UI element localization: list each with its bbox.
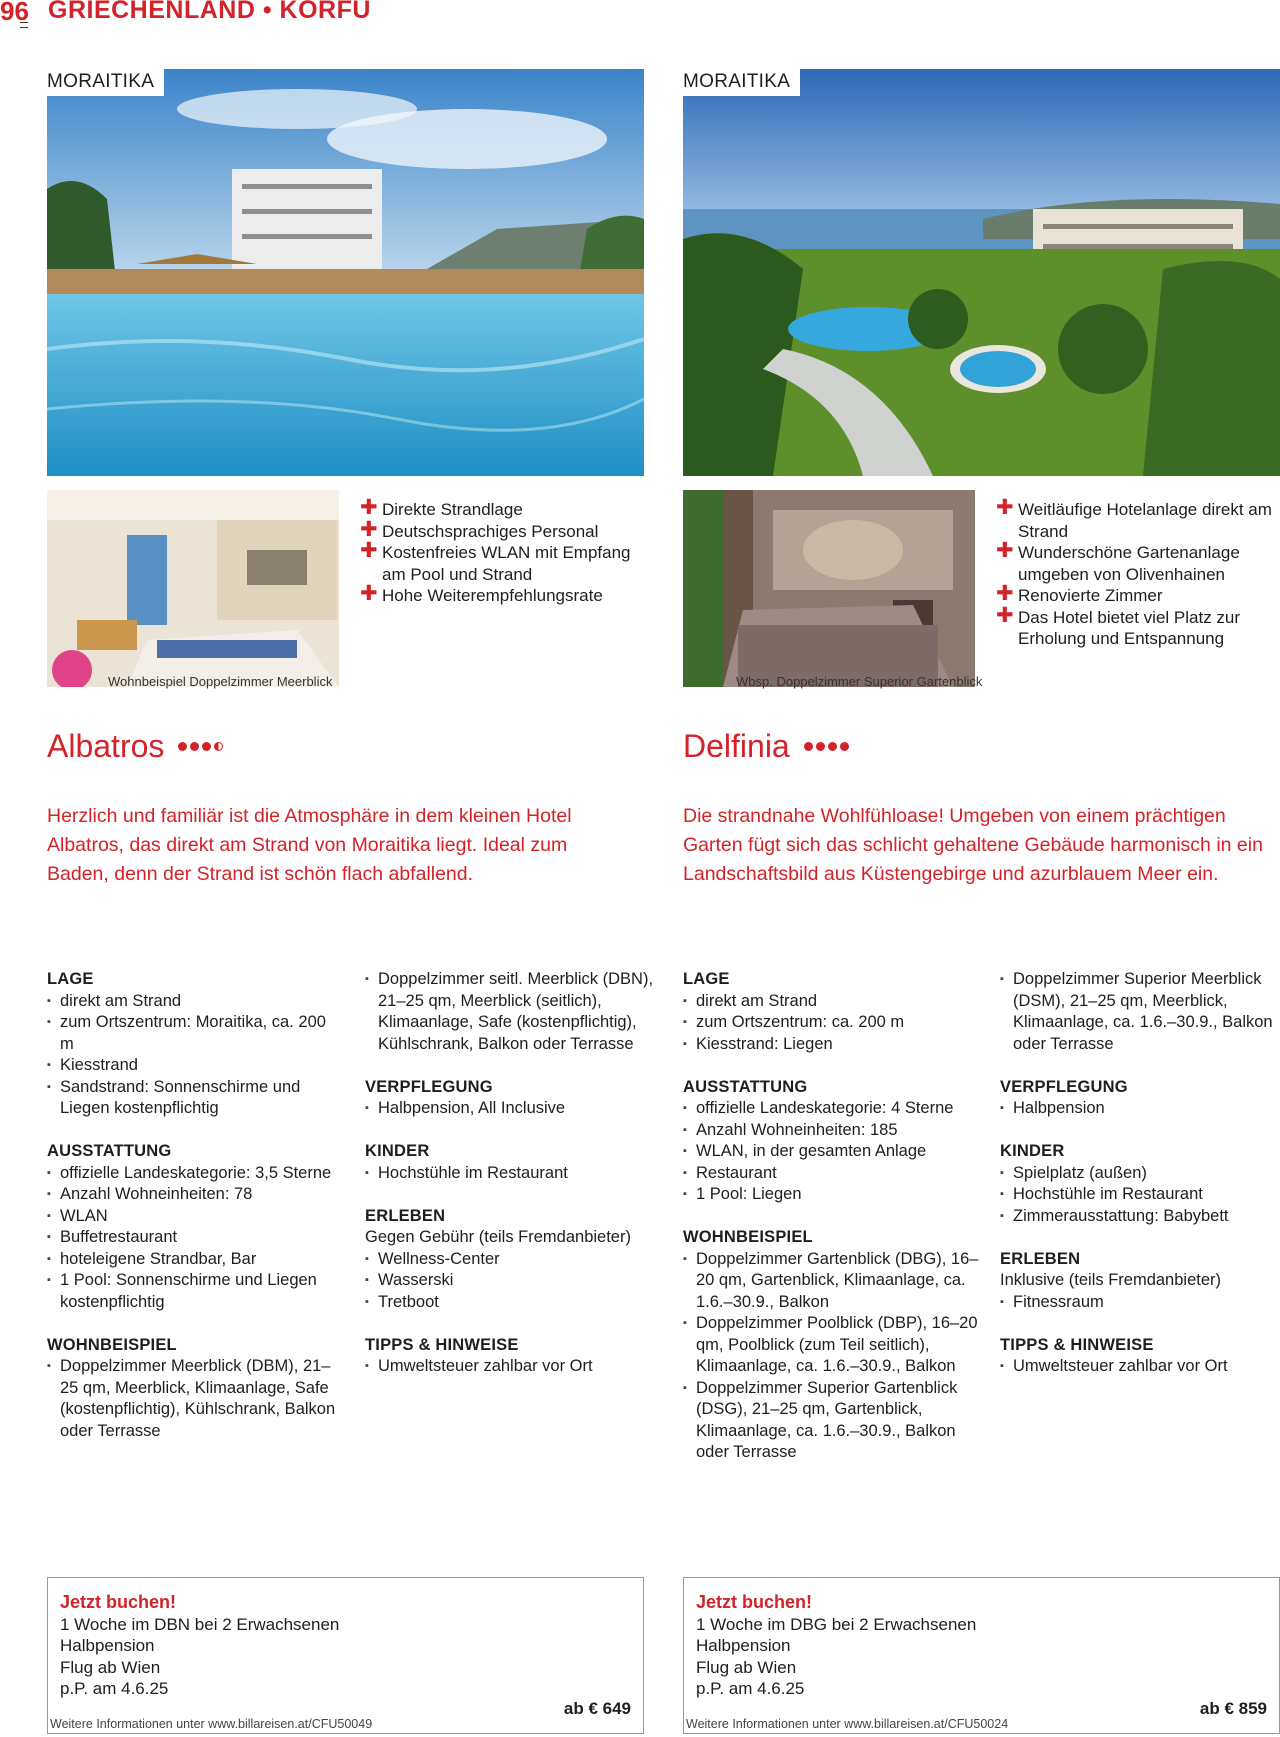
footer-info	[50, 1717, 372, 1731]
highlight-item: ✚ Hohe Weiterempfehlungsrate	[360, 582, 603, 605]
list-item: ▪ Anzahl Wohneinheiten: 78	[47, 1184, 337, 1206]
highlight-item: ✚ Renovierte Zimmer	[996, 582, 1163, 605]
plus-icon: ✚	[996, 603, 1014, 627]
page-number: 96	[0, 0, 29, 26]
info-column	[1000, 969, 1278, 1378]
booking-details	[696, 1592, 976, 1700]
plus-icon: ✚	[360, 539, 378, 562]
highlight-item: ✚ Weitläufige Hotelanlage direkt am Strand	[996, 496, 1272, 541]
footer-code[interactable]: CFU50049	[311, 1717, 373, 1731]
plus-icon: ✚	[360, 496, 378, 519]
plus-icon: ✚	[996, 496, 1014, 519]
hotel-name-text: Delfinia	[683, 728, 790, 764]
footer-code[interactable]: CFU50024	[947, 1717, 1009, 1731]
hotel-name	[47, 728, 223, 765]
list-item: ▪ Umweltsteuer zahlbar vor Ort	[1000, 1356, 1278, 1378]
rating-dot-half	[214, 742, 223, 751]
list-item: ▪ Kiesstrand: Liegen	[683, 1034, 983, 1056]
room-photo	[683, 490, 975, 687]
list-item: ▪ Hochstühle im Restaurant	[1000, 1184, 1278, 1206]
list-item: ▪ Wasserski	[365, 1270, 655, 1292]
rating-dot-full	[804, 742, 813, 751]
rating-dots	[804, 742, 849, 751]
info-column	[47, 969, 337, 1442]
section-heading: TIPPS & HINWEISE	[365, 1335, 519, 1354]
list-item: ▪ Zimmerausstattung: Babybett	[1000, 1206, 1278, 1228]
room-photo	[47, 490, 339, 687]
hotel-name-text: Albatros	[47, 728, 165, 764]
booking-line: p.P. am 4.6.25	[60, 1679, 169, 1698]
highlights-list	[996, 496, 1276, 650]
book-now-link[interactable]: Jetzt buchen!	[696, 1592, 813, 1612]
plus-icon: ✚	[360, 582, 378, 605]
book-now-link[interactable]: Jetzt buchen!	[60, 1592, 177, 1612]
list-item: ▪ hoteleigene Strandbar, Bar	[47, 1249, 337, 1271]
footer-text: Weitere Informationen unter www.billareisen.at/	[686, 1717, 948, 1731]
list-item: ▪ Spielplatz (außen)	[1000, 1163, 1278, 1185]
section-heading: ERLEBEN	[1000, 1249, 1081, 1268]
section-subtitle: Inklusive (teils Fremdanbieter)	[1000, 1271, 1221, 1289]
section-heading: AUSSTATTUNG	[47, 1142, 172, 1160]
footer-text: Weitere Informationen unter www.billareisen.at/	[50, 1717, 312, 1731]
location-label: MORAITIKA	[683, 69, 800, 96]
highlight-item: ✚ Deutschsprachiges Personal	[360, 517, 599, 541]
booking-box[interactable]	[683, 1577, 1280, 1734]
plus-icon: ✚	[360, 517, 378, 541]
info-column	[683, 969, 983, 1464]
highlights-list	[360, 496, 650, 607]
highlight-item: ✚ Kostenfreies WLAN mit Empfang am Pool und Strand	[360, 539, 631, 584]
list-item: ▪ Doppelzimmer Superior Gartenblick (DSG), 21–25 qm, Gartenblick, Klimaanlage, ca. 1.6.–30.9., Balkon oder Terrasse	[683, 1378, 983, 1464]
page-title: GRIECHENLAND • KORFU	[48, 0, 371, 24]
section-heading: LAGE	[683, 970, 730, 988]
booking-line: 1 Woche im DBN bei 2 Erwachsenen	[60, 1614, 340, 1634]
list-item: ▪ Umweltsteuer zahlbar vor Ort	[365, 1356, 655, 1378]
list-item: ▪ Restaurant	[683, 1163, 983, 1185]
section-heading: LAGE	[47, 970, 94, 988]
list-item: ▪ direkt am Strand	[47, 991, 337, 1013]
list-item: ▪ Wellness-Center	[365, 1249, 655, 1271]
rating-dot-full	[178, 742, 187, 751]
section-heading: KINDER	[365, 1142, 430, 1160]
location-label: MORAITIKA	[47, 69, 164, 96]
list-item: ▪ zum Ortszentrum: Moraitika, ca. 200 m	[47, 1012, 337, 1055]
list-item: ▪ Doppelzimmer Meerblick (DBM), 21–25 qm, Meerblick, Klimaanlage, Safe (kostenpflichtig), Kühlschrank, Balkon oder Terrasse	[47, 1356, 337, 1442]
list-item: ▪ Doppelzimmer Superior Meerblick (DSM), 21–25 qm, Meerblick, Klimaanlage, ca. 1.6.–30.9., Balkon oder Terrasse	[1000, 969, 1278, 1055]
list-item: ▪ Sandstrand: Sonnenschirme und Liegen kostenpflichtig	[47, 1077, 337, 1120]
hotel-photo-pool	[47, 69, 644, 476]
list-item: ▪ 1 Pool: Sonnenschirme und Liegen kostenpflichtig	[47, 1270, 337, 1313]
rating-dot-full	[840, 742, 849, 751]
hotel-name	[683, 728, 849, 765]
list-item: ▪ offizielle Landeskategorie: 4 Sterne	[683, 1098, 983, 1120]
section-heading: VERPFLEGUNG	[365, 1077, 493, 1096]
highlight-item: ✚ Wunderschöne Gartenanlage umgeben von Olivenhainen	[996, 539, 1240, 584]
hotel-photo-garden	[683, 69, 1280, 476]
booking-details	[60, 1592, 339, 1700]
booking-line: 1 Woche im DBG bei 2 Erwachsenen	[696, 1614, 977, 1634]
list-item: ▪ Tretboot	[365, 1292, 655, 1314]
booking-line: p.P. am 4.6.25	[696, 1679, 805, 1698]
rating-dots	[178, 742, 223, 751]
list-item: ▪ Buffetrestaurant	[47, 1227, 337, 1249]
list-item: ▪ Doppelzimmer seitl. Meerblick (DBN), 21–25 qm, Meerblick (seitlich), Klimaanlage, Safe (kostenpflichtig), Kühlschrank, Balkon oder Terrasse	[365, 969, 655, 1055]
list-item: ▪ zum Ortszentrum: ca. 200 m	[683, 1012, 983, 1034]
price: ab € 859	[1199, 1699, 1267, 1718]
booking-line: Halbpension	[60, 1636, 155, 1655]
list-item: ▪ 1 Pool: Liegen	[683, 1184, 983, 1206]
plus-icon: ✚	[996, 539, 1014, 562]
rating-dot-full	[202, 742, 211, 751]
footer-info	[686, 1717, 1008, 1731]
hotel-intro: Herzlich und familiär ist die Atmosphäre in dem kleinen Hotel Albatros, das direkt am Strand von Moraitika liegt. Ideal zum Baden, denn der Strand ist schön flach abfallend.	[47, 805, 572, 885]
list-item: ▪ Halbpension	[1000, 1098, 1278, 1120]
list-item: ▪ Fitnessraum	[1000, 1292, 1278, 1314]
booking-line: Flug ab Wien	[696, 1657, 797, 1677]
rating-dot-full	[828, 742, 837, 751]
room-caption: Wohnbeispiel Doppelzimmer Meerblick	[108, 674, 333, 689]
list-item: ▪ WLAN, in der gesamten Anlage	[683, 1141, 983, 1163]
section-heading: KINDER	[1000, 1142, 1065, 1160]
list-item: ▪ Kiesstrand	[47, 1055, 337, 1077]
section-heading: WOHNBEISPIEL	[47, 1335, 177, 1354]
page-number-mark	[20, 22, 28, 28]
booking-line: Flug ab Wien	[60, 1657, 161, 1677]
hotel-intro: Die strandnahe Wohlfühloase! Umgeben von einem prächtigen Garten fügt sich das schlicht gehaltene Gebäude harmonisch in ein Landschaftsbild aus Küstengebirge und azurblauem Meer ein.	[683, 805, 1263, 885]
list-item: ▪ Halbpension, All Inclusive	[365, 1098, 655, 1120]
list-item: ▪ Doppelzimmer Poolblick (DBP), 16–20 qm, Poolblick (zum Teil seitlich), Klimaanlage, ca. 1.6.–30.9., Balkon	[683, 1313, 983, 1378]
rating-dot-full	[190, 742, 199, 751]
list-item: ▪ offizielle Landeskategorie: 3,5 Sterne	[47, 1163, 337, 1185]
price: ab € 649	[563, 1699, 631, 1718]
section-heading: WOHNBEISPIEL	[683, 1228, 813, 1246]
plus-icon: ✚	[996, 582, 1014, 605]
section-heading: AUSSTATTUNG	[683, 1077, 808, 1096]
highlight-item: ✚ Direkte Strandlage	[360, 496, 523, 519]
rating-dot-full	[816, 742, 825, 751]
section-heading: VERPFLEGUNG	[1000, 1077, 1128, 1096]
room-caption: Wbsp. Doppelzimmer Superior Gartenblick	[736, 674, 983, 689]
list-item: ▪ direkt am Strand	[683, 991, 983, 1013]
booking-box[interactable]	[47, 1577, 644, 1734]
section-heading: ERLEBEN	[365, 1206, 446, 1225]
section-subtitle: Gegen Gebühr (teils Fremdanbieter)	[365, 1228, 631, 1246]
info-column	[365, 969, 655, 1378]
booking-line: Halbpension	[696, 1636, 791, 1655]
list-item: ▪ Anzahl Wohneinheiten: 185	[683, 1120, 983, 1142]
list-item: ▪ Doppelzimmer Gartenblick (DBG), 16–20 qm, Gartenblick, Klimaanlage, ca. 1.6.–30.9., Balkon	[683, 1249, 983, 1314]
highlight-item: ✚ Das Hotel bietet viel Platz zur Erholung und Entspannung	[996, 603, 1241, 648]
section-heading: TIPPS & HINWEISE	[1000, 1335, 1154, 1354]
list-item: ▪ WLAN	[47, 1206, 337, 1228]
list-item: ▪ Hochstühle im Restaurant	[365, 1163, 655, 1185]
